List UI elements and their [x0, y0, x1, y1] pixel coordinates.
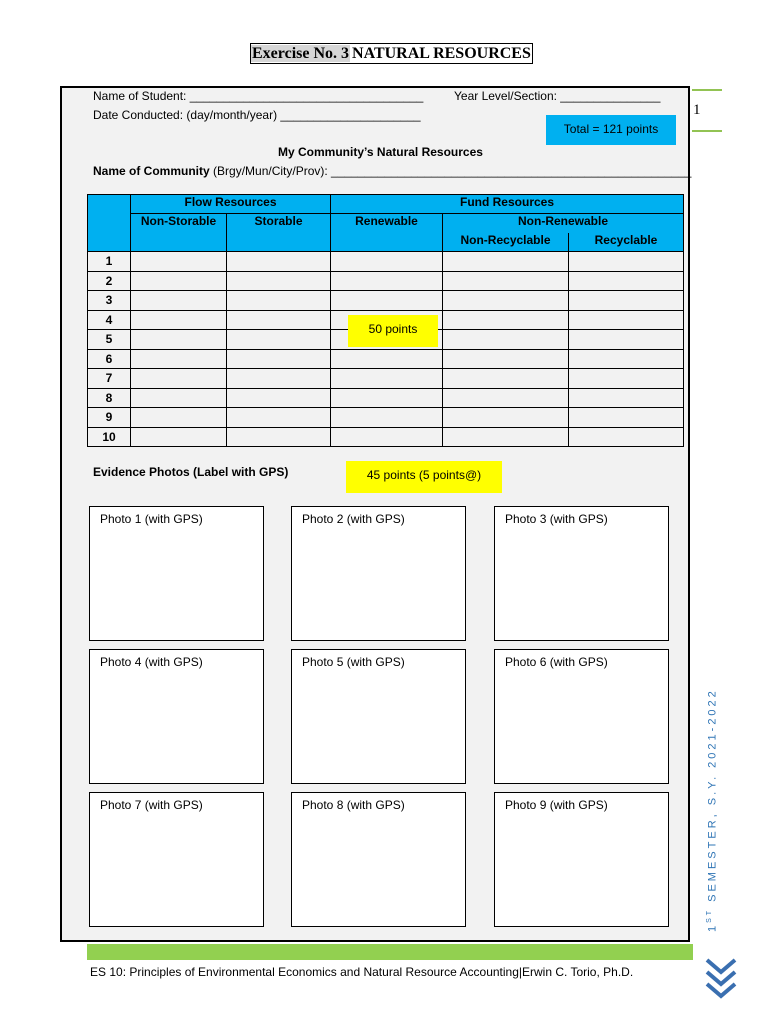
table-cell[interactable] — [443, 252, 569, 272]
photo-box[interactable] — [291, 792, 466, 927]
table-cell[interactable] — [569, 427, 684, 447]
table-cell[interactable] — [131, 310, 227, 330]
table-cell[interactable] — [331, 271, 443, 291]
table-cell[interactable] — [443, 330, 569, 350]
table-cell[interactable] — [227, 349, 331, 369]
table-cell[interactable] — [569, 349, 684, 369]
photo-label: Photo 7 (with GPS) — [100, 798, 203, 812]
row-number: 1 — [88, 252, 131, 272]
table-cell[interactable] — [569, 291, 684, 311]
community-line: (Brgy/Mun/City/Prov): ______________________________________________________ — [209, 164, 692, 178]
table-cell[interactable] — [131, 388, 227, 408]
photo-box[interactable] — [291, 506, 466, 641]
fund-resources-header: Fund Resources — [331, 195, 684, 214]
table-points-badge: 50 points — [348, 315, 438, 347]
non-renewable-header: Non-Renewable — [443, 214, 684, 233]
table-cell[interactable] — [569, 310, 684, 330]
row-number: 7 — [88, 369, 131, 389]
table-cell[interactable] — [227, 291, 331, 311]
table-cell[interactable] — [131, 330, 227, 350]
page-number: 1 — [693, 102, 701, 118]
row-number: 5 — [88, 330, 131, 350]
row-number: 6 — [88, 349, 131, 369]
table-cell[interactable] — [569, 408, 684, 428]
photo-label: Photo 8 (with GPS) — [302, 798, 405, 812]
table-cell[interactable] — [331, 388, 443, 408]
table-cell[interactable] — [227, 369, 331, 389]
table-cell[interactable] — [569, 369, 684, 389]
table-cell[interactable] — [331, 427, 443, 447]
semester-number: 1 — [706, 922, 719, 932]
photo-box[interactable] — [494, 792, 669, 927]
community-label: Name of Community — [93, 164, 210, 178]
photo-box[interactable] — [494, 649, 669, 784]
table-row — [88, 427, 684, 447]
table-cell[interactable] — [569, 330, 684, 350]
resources-table-body — [88, 252, 684, 447]
footer-course-text: ES 10: Principles of Environmental Economics and Natural Resource Accounting|Erwin C. Torio, Ph.D. — [90, 965, 634, 979]
community-field[interactable] — [93, 164, 691, 178]
non-recyclable-header: Non-Recyclable — [443, 233, 569, 252]
flow-resources-header: Flow Resources — [131, 195, 331, 214]
row-number: 3 — [88, 291, 131, 311]
table-cell[interactable] — [443, 310, 569, 330]
exercise-number: Exercise No. 3 — [252, 45, 350, 62]
table-row — [88, 271, 684, 291]
table-cell[interactable] — [569, 388, 684, 408]
table-cell[interactable] — [331, 252, 443, 272]
photo-label: Photo 5 (with GPS) — [302, 655, 405, 669]
header-rule-top — [692, 89, 722, 91]
table-cell[interactable] — [443, 408, 569, 428]
table-cell[interactable] — [331, 349, 443, 369]
photo-label: Photo 9 (with GPS) — [505, 798, 608, 812]
row-number: 2 — [88, 271, 131, 291]
table-cell[interactable] — [227, 388, 331, 408]
semester-suffix: ST — [706, 907, 713, 923]
table-cell[interactable] — [227, 427, 331, 447]
table-cell[interactable] — [227, 330, 331, 350]
semester-side-text — [706, 688, 719, 932]
table-cell[interactable] — [331, 408, 443, 428]
table-cell[interactable] — [331, 291, 443, 311]
photo-label: Photo 1 (with GPS) — [100, 512, 203, 526]
non-storable-header: Non-Storable — [131, 214, 227, 252]
section-title: My Community’s Natural Resources — [278, 145, 483, 159]
renewable-header: Renewable — [331, 214, 443, 252]
table-cell[interactable] — [443, 388, 569, 408]
photo-box[interactable] — [89, 506, 264, 641]
photo-box[interactable] — [89, 792, 264, 927]
table-cell[interactable] — [569, 252, 684, 272]
date-conducted-field[interactable]: Date Conducted: (day/month/year) _____________________ — [93, 108, 421, 122]
row-number-header — [88, 195, 131, 252]
table-cell[interactable] — [131, 349, 227, 369]
table-cell[interactable] — [443, 427, 569, 447]
photo-box[interactable] — [89, 649, 264, 784]
header-rule-bottom — [692, 130, 722, 132]
recyclable-header: Recyclable — [569, 233, 684, 252]
table-cell[interactable] — [443, 291, 569, 311]
table-cell[interactable] — [131, 369, 227, 389]
exercise-topic: NATURAL RESOURCES — [352, 45, 531, 62]
row-number: 9 — [88, 408, 131, 428]
chevron-down-icon — [704, 956, 738, 1006]
table-row — [88, 388, 684, 408]
table-cell[interactable] — [227, 252, 331, 272]
footer-green-bar — [87, 944, 693, 960]
semester-year: SEMESTER, S.Y. 2021-2022 — [706, 688, 719, 908]
table-cell[interactable] — [443, 271, 569, 291]
exercise-title — [250, 43, 533, 64]
year-level-field[interactable]: Year Level/Section: _______________ — [454, 89, 661, 103]
table-cell[interactable] — [569, 271, 684, 291]
table-cell[interactable] — [131, 427, 227, 447]
photo-label: Photo 6 (with GPS) — [505, 655, 608, 669]
table-cell[interactable] — [131, 252, 227, 272]
photo-box[interactable] — [494, 506, 669, 641]
student-name-field[interactable]: Name of Student: ___________________________________ — [93, 89, 424, 103]
evidence-photos-label: Evidence Photos (Label with GPS) — [93, 465, 289, 479]
table-row — [88, 408, 684, 428]
row-number: 10 — [88, 427, 131, 447]
table-row — [88, 252, 684, 272]
photo-label: Photo 2 (with GPS) — [302, 512, 405, 526]
table-row — [88, 291, 684, 311]
table-cell[interactable] — [131, 408, 227, 428]
total-points-badge: Total = 121 points — [546, 115, 676, 145]
table-cell[interactable] — [443, 349, 569, 369]
photo-box[interactable] — [291, 649, 466, 784]
table-cell[interactable] — [131, 271, 227, 291]
photo-label: Photo 4 (with GPS) — [100, 655, 203, 669]
table-row — [88, 349, 684, 369]
photos-points-badge: 45 points (5 points@) — [346, 461, 502, 493]
table-cell[interactable] — [331, 369, 443, 389]
table-cell[interactable] — [443, 369, 569, 389]
table-row — [88, 369, 684, 389]
table-cell[interactable] — [227, 408, 331, 428]
photo-label: Photo 3 (with GPS) — [505, 512, 608, 526]
table-cell[interactable] — [227, 310, 331, 330]
row-number: 8 — [88, 388, 131, 408]
table-cell[interactable] — [227, 271, 331, 291]
row-number: 4 — [88, 310, 131, 330]
storable-header: Storable — [227, 214, 331, 252]
table-cell[interactable] — [131, 291, 227, 311]
